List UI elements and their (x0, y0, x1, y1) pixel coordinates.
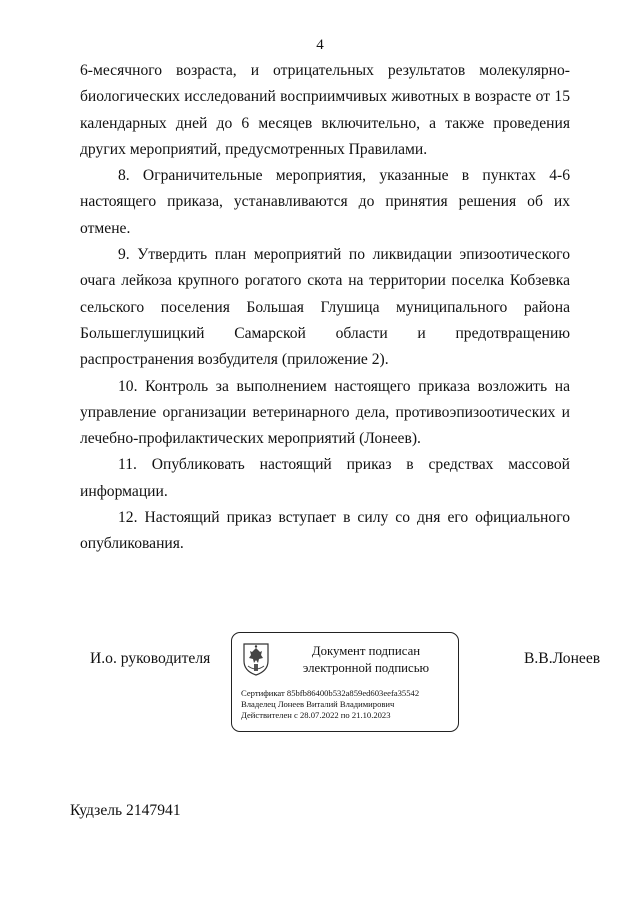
stamp-owner: Владелец Лонеев Виталий Владимирович (241, 699, 395, 710)
paragraph-item-10: 10. Контроль за выполнением настоящего приказа возложить на управление организации ветеринарного дела, противоэпизоотических и лечебно-профилактических мероприятий (Лонеев). (80, 377, 570, 448)
paragraph-continuation: 6-месячного возраста, и отрицательных результатов молекулярно-биологических исследований восприимчивых животных в возрасте от 15 календарных дней до 6 месяцев включительно, а также проведения других мероприятий, предусмотренных Правилами. (80, 62, 570, 158)
signature-block (0, 630, 640, 740)
document-body (80, 58, 570, 558)
stamp-heading-line-2: электронной подписью (302, 661, 430, 675)
stamp-heading (278, 643, 454, 677)
paragraph-item-11: 11. Опубликовать настоящий приказ в средствах массовой информации. (80, 456, 570, 500)
paragraph-item-12: 12. Настоящий приказ вступает в силу со дня его официального опубликования. (80, 509, 570, 553)
executor-footer: Кудзель 2147941 (70, 802, 181, 819)
paragraph-item-8: 8. Ограничительные мероприятия, указанные в пунктах 4-6 настоящего приказа, устанавливаются до принятия решения об их отмене. (80, 167, 570, 237)
stamp-details (241, 688, 456, 722)
signatory-name: В.В.Лонеев (524, 650, 601, 667)
stamp-certificate: Сертификат 85bfb86400b532a859ed603eefa35542 (241, 688, 420, 698)
coat-of-arms-icon (241, 641, 271, 677)
stamp-heading-line-1: Документ подписан (311, 644, 421, 658)
paragraph-item-9: 9. Утвердить план мероприятий по ликвидации эпизоотического очага лейкоза крупного рогатого скота на территории поселка Кобзевка сельского поселения Большая Глушица муниципального района Большеглушицкий Самарской области и предотвращению распространения возбудителя (приложение 2). (80, 246, 570, 369)
page-number: 4 (316, 37, 324, 53)
stamp-validity: Действителен с 28.07.2022 по 21.10.2023 (241, 710, 391, 721)
signatory-title: И.о. руководителя (90, 650, 211, 667)
electronic-signature-stamp (231, 632, 459, 732)
